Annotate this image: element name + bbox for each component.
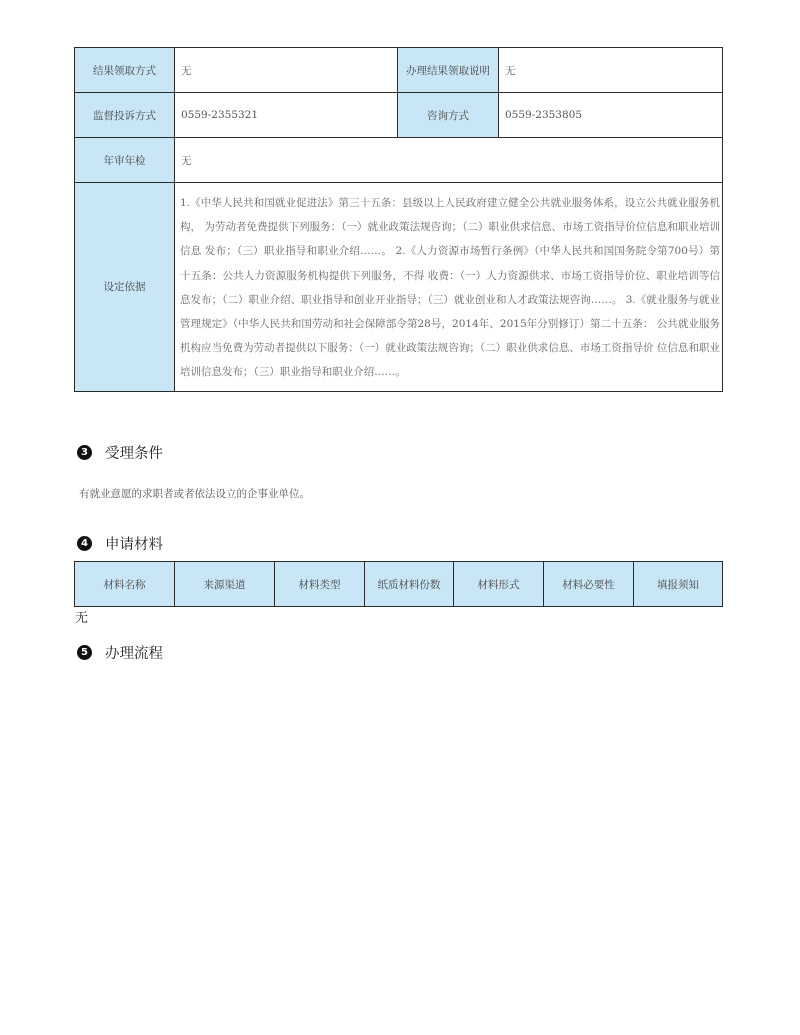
table-row bbox=[75, 138, 723, 183]
number-3-icon: 3 bbox=[77, 445, 92, 460]
table-row bbox=[75, 48, 723, 93]
section-heading-materials bbox=[77, 533, 163, 553]
number-4-icon: 4 bbox=[77, 536, 92, 551]
no-materials-text: 无 bbox=[75, 611, 89, 626]
annual-check-label: 年审年检 bbox=[75, 138, 175, 183]
result-note-label: 办理结果领取说明 bbox=[398, 48, 499, 93]
service-info-table bbox=[74, 47, 723, 392]
section-heading-process bbox=[77, 642, 163, 662]
consult-phone: 0559-2353805 bbox=[499, 93, 723, 138]
table-row bbox=[75, 93, 723, 138]
number-5-icon: 5 bbox=[77, 645, 92, 660]
table-row bbox=[75, 183, 723, 392]
section-title: 办理流程 bbox=[105, 645, 163, 662]
complaint-label: 监督投诉方式 bbox=[75, 93, 175, 138]
col-header-source: 来源渠道 bbox=[175, 562, 275, 607]
basis-label: 设定依据 bbox=[75, 183, 175, 392]
col-header-material-type: 材料类型 bbox=[275, 562, 365, 607]
section-title: 受理条件 bbox=[105, 445, 163, 462]
col-header-necessity: 材料必要性 bbox=[544, 562, 634, 607]
materials-table bbox=[74, 561, 723, 607]
col-header-instructions: 填报须知 bbox=[634, 562, 723, 607]
annual-check-value: 无 bbox=[175, 138, 723, 183]
table-header-row bbox=[75, 562, 723, 607]
section-heading-conditions bbox=[77, 442, 163, 462]
result-method-value: 无 bbox=[175, 48, 398, 93]
complaint-phone: 0559-2355321 bbox=[175, 93, 398, 138]
result-note-value: 无 bbox=[499, 48, 723, 93]
consult-label: 咨询方式 bbox=[398, 93, 499, 138]
col-header-paper-copies: 纸质材料份数 bbox=[365, 562, 454, 607]
col-header-material-form: 材料形式 bbox=[454, 562, 544, 607]
col-header-material-name: 材料名称 bbox=[75, 562, 175, 607]
basis-text: 1.《中华人民共和国就业促进法》第三十五条：县级以上人民政府建立健全公共就业服务体系，设立公共就业服务机构， 为劳动者免费提供下列服务：（一）就业政策法规咨询；（二）职业供求信息、市场工资指导价位信息和职业培训信息 发布；（三）职业指导和职业介绍……。 2.《人力资源市场暂行条例》（中华人民共和国国务院令第700号）第十五条：公共人力资源服务机构提供下列服务，不得 收费：（一）人力资源供求、市场工资指导价位、职业培训等信息发布；（二）职业介绍、职业指导和创业开业指导；（三）就业创业和人才政策法规咨询……。 3.《就业服务与就业管理规定》（中华人民共和国劳动和社会保障部令第28号，2014年、2015年分别修订）第二十五条： 公共就业服务机构应当免费为劳动者提供以下服务：（一）就业政策法规咨询；（二）职业供求信息、市场工资指导价 位信息和职业培训信息发布；（三）职业指导和职业介绍……。 bbox=[175, 183, 723, 392]
section-title: 申请材料 bbox=[105, 536, 163, 553]
acceptance-condition-text: 有就业意愿的求职者或者依法设立的企事业单位。 bbox=[79, 488, 310, 500]
result-method-label: 结果领取方式 bbox=[75, 48, 175, 93]
